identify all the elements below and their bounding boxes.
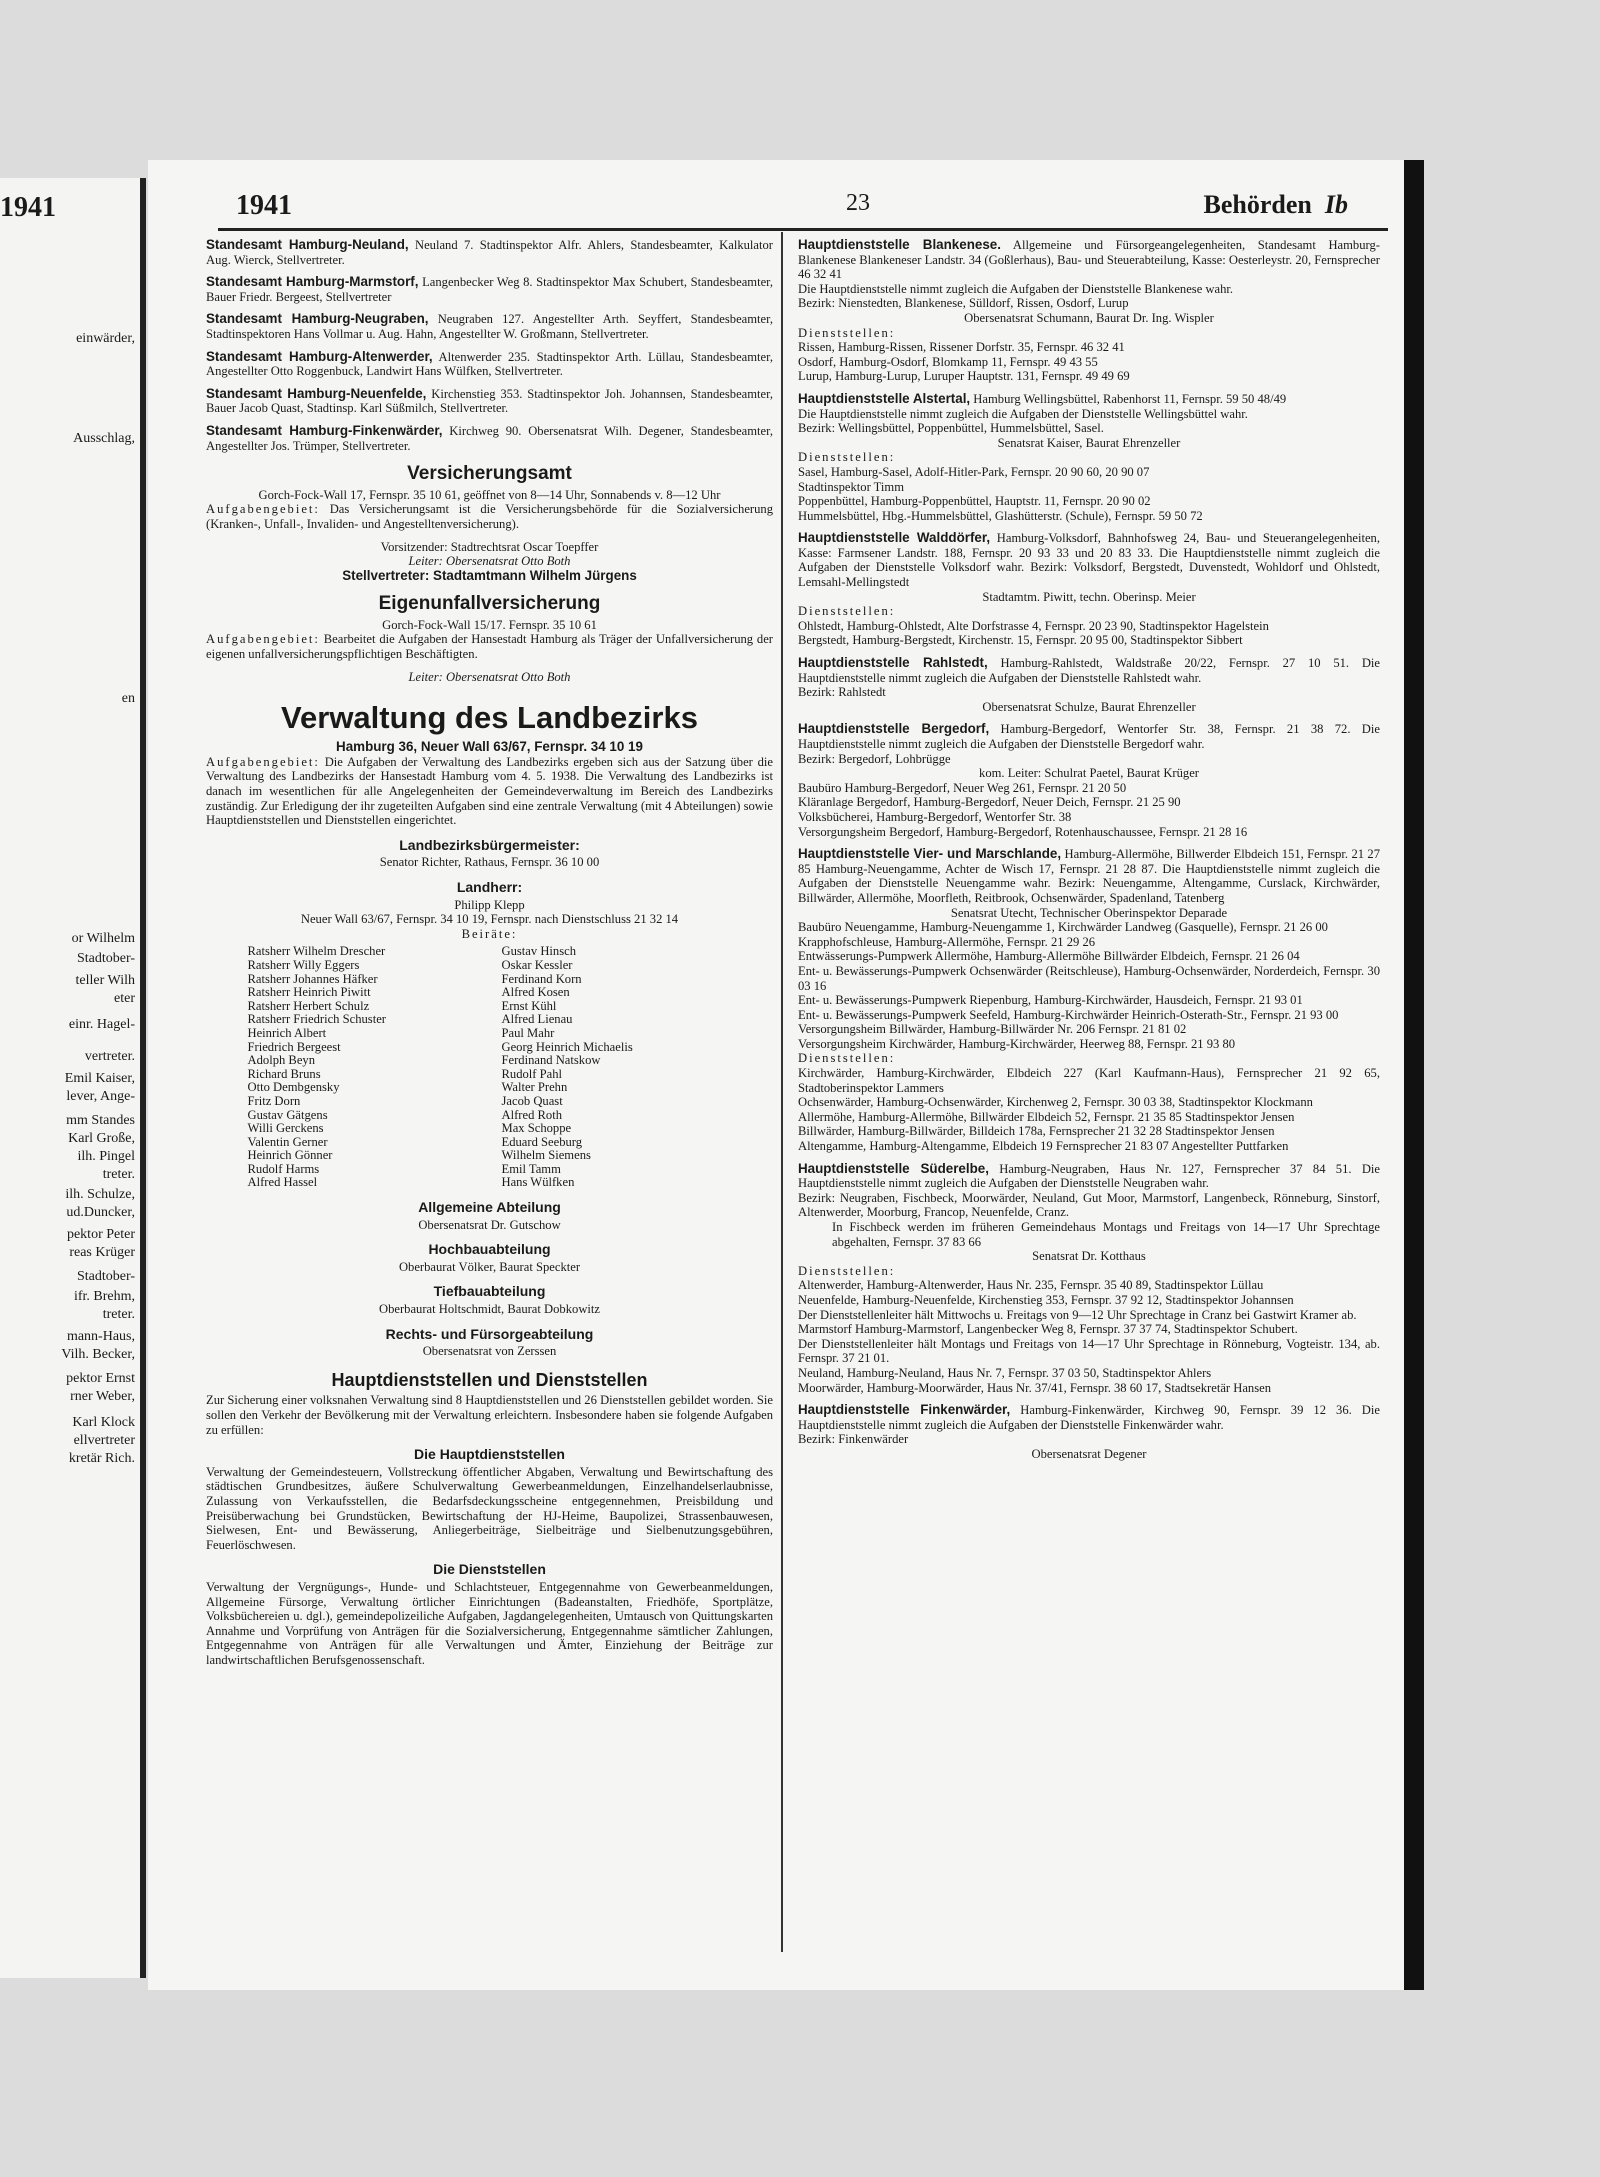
standesamt-text: Langenbecker Weg 8. Stadtinspektor Max Schubert, Standesbeamter, Bauer Friedr. Bergeest, Stellvertreter — [206, 275, 774, 304]
hd-title: Hauptdienststelle Süderelbe, — [798, 1160, 989, 1176]
fragment-line: ellvertreter — [73, 1433, 135, 1448]
hd-text: Hamburg-Bergedorf, Wentorfer Str. 38, Fernspr. 21 38 72. Die Hauptdienststelle nimmt zugleich die Aufgaben der Dienststelle Bergedorf wahr. — [798, 722, 1380, 751]
page-number: 23 — [846, 190, 870, 216]
hd-facility: Baubüro Neuengamme, Hamburg-Neuengamme 1, Kirchwärder Landweg (Gasquelle), Fernspr. 21 26 00 — [798, 920, 1328, 935]
hauptdienststelle-suederelbe — [798, 1162, 1380, 1396]
document-page — [148, 160, 1424, 1990]
beirat-member: Georg Heinrich Michaelis — [501, 1039, 633, 1054]
fragment-line: mm Standes — [66, 1113, 135, 1128]
abteilungen-list — [206, 1200, 773, 1359]
hd-bezirk: Bezirk: Rahlstedt — [798, 685, 886, 700]
abteilung-leiter: Oberbaurat Holtschmidt, Baurat Dobkowitz — [378, 1302, 601, 1317]
standesamt-entry — [206, 312, 773, 341]
fragment-line: pektor Ernst — [66, 1371, 135, 1386]
dienststelle: Stadtinspektor Timm — [798, 479, 905, 494]
hd-text: Allgemeine und Fürsorgeangelegenheiten, Standesamt Hamburg-Blankenese Blankeneser Landstr. 34 (Goßlerhaus), Bau- und Steuerabteilung, Kasse: Oesterleystr. 20, Fernsprecher 46 32 41 — [798, 238, 1380, 282]
beiraete-right — [502, 945, 732, 1190]
beiraete-list — [206, 945, 773, 1190]
previous-page-fragment — [0, 178, 146, 1978]
beiraete-left — [248, 945, 478, 1190]
fragment-line: eter — [114, 991, 135, 1006]
hd-entry-text — [798, 531, 1380, 589]
hd-text: Hamburg-Neugraben, Haus Nr. 127, Fernsprecher 37 84 51. Die Hauptdienststelle nimmt zugleich die Aufgaben der Dienststelle Neugraben wahr. — [798, 1161, 1380, 1191]
beirat-member: Paul Mahr — [501, 1025, 555, 1040]
standesamt-text: Altenwerder 235. Stadtinspektor Arth. Lüllau, Standesbeamter, Angestellter Otto Roggenbuck, Landwirt Hans Wülfken, Stellvertreter. — [206, 349, 773, 379]
abteilung-name: Allgemeine Abteilung — [418, 1199, 561, 1216]
fragment-line: einr. Hagel- — [68, 1017, 135, 1032]
previous-page-year: 1941 — [0, 192, 56, 223]
dienststelle: Ohlstedt, Hamburg-Ohlstedt, Alte Dorfstrasse 4, Fernspr. 20 23 90, Stadtinspektor Hagelstein — [798, 618, 1269, 633]
hd-title: Hauptdienststelle Walddörfer, — [798, 530, 991, 546]
hd-title: Hauptdienststelle Bergedorf, — [798, 721, 990, 737]
dienststelle: Bergstedt, Hamburg-Bergstedt, Kirchenstr. 15, Fernspr. 20 95 00, Stadtinspektor Sibbert — [798, 633, 1243, 648]
fragment-line: ifr. Brehm, — [73, 1289, 135, 1304]
hd-text: Hamburg-Allermöhe, Billwerder Elbdeich 151, Fernspr. 21 27 85 Hamburg-Neuengamme, Achter de Wisch 17, Fernspr. 21 28 87. Die Hauptdienststelle nimmt zugleich die Aufgaben der Dienststelle Neuengamme wahr. Bezirk: Neuengamme, Altengamme, Curslack, Kirchwärder, Billwärder, Allermöhe, Moorfleth, Reitbrook, Ochsenwärder, Spadenland, Tatenberg — [798, 847, 1380, 905]
beirat-member: Gustav Hinsch — [501, 944, 577, 959]
hd-entry-text — [798, 722, 1380, 751]
beirat-member: Willi Gerckens — [247, 1121, 324, 1136]
fragment-line: einwärder, — [76, 331, 135, 346]
hd-leiter: kom. Leiter: Schulrat Paetel, Baurat Krüger — [979, 766, 1199, 781]
standesamt-entry — [206, 350, 773, 379]
hd-title: Hauptdienststelle Alstertal, — [798, 390, 971, 406]
fragment-line: pektor Peter — [66, 1227, 135, 1242]
beirat-member: Hans Wülfken — [501, 1175, 575, 1190]
beirat-member: Richard Bruns — [247, 1066, 321, 1081]
landbezirk-heading: Verwaltung des Landbezirks — [281, 700, 698, 736]
hauptdienststelle-alstertal — [798, 392, 1380, 523]
beirat-member: Alfred Hassel — [247, 1175, 318, 1190]
fragment-line: Ausschlag, — [73, 431, 135, 446]
dienststelle: Neuenfelde, Hamburg-Neuenfelde, Kirchenstieg 353, Fernspr. 37 92 12, Stadtinspektor Johannsen — [798, 1292, 1294, 1307]
landbezirk-address: Hamburg 36, Neuer Wall 63/67, Fernspr. 34 10 19 — [336, 739, 643, 755]
dienststellen-label: Dienststellen: — [798, 325, 896, 340]
landherr-contact: Neuer Wall 63/67, Fernspr. 34 10 19, Fernspr. nach Dienstschluss 21 32 14 — [300, 912, 679, 927]
hd-facility: Krapphofschleuse, Hamburg-Allermöhe, Fernspr. 21 29 26 — [798, 934, 1096, 949]
fragment-line: ud.Duncker, — [66, 1205, 135, 1220]
dienststelle: Marmstorf Hamburg-Marmstorf, Langenbecker Weg 8, Fernspr. 37 37 74, Stadtinspektor Schubert. — [798, 1322, 1298, 1337]
fragment-line: Emil Kaiser, — [64, 1071, 135, 1086]
hd-heading: Hauptdienststellen und Dienststellen — [331, 1369, 648, 1390]
hd-bezirk: Bezirk: Wellingsbüttel, Poppenbüttel, Hummelsbüttel, Sasel. — [798, 421, 1104, 436]
header-year: 1941 — [236, 190, 292, 221]
standesamt-entry — [206, 275, 773, 304]
versicherungsamt-leiter: Leiter: Obersenatsrat Otto Both — [408, 554, 571, 569]
eigenunfall-aufgaben: Aufgabengebiet: Bearbeitet die Aufgaben der Hansestadt Hamburg als Träger der Unfallversicherung der eigenen unfallversicherungspflichtigen Beschäftigten. — [206, 632, 773, 662]
dienststelle: Lurup, Hamburg-Lurup, Luruper Hauptstr. 131, Fernspr. 49 49 69 — [798, 369, 1130, 384]
hd-title: Hauptdienststelle Blankenese. — [798, 237, 1001, 252]
versicherungsamt-stellvertreter: Stellvertreter: Stadtamtmann Wilhelm Jürgens — [342, 567, 637, 583]
fragment-line: or Wilhelm — [71, 931, 135, 946]
column-divider — [781, 232, 783, 1952]
dienststellen-label: Dienststellen: — [798, 450, 896, 465]
versicherungsamt-vorsitzender: Vorsitzender: Stadtrechtsrat Oscar Toepffer — [380, 539, 599, 554]
beirat-member: Friedrich Bergeest — [247, 1039, 341, 1054]
hd-intro: Zur Sicherung einer volksnahen Verwaltung sind 8 Hauptdienststellen und 26 Dienststellen gebildet worden. Sie sollen den Verkehr der Bevölkerung mit der Verwaltung erleichtern. Insbesondere haben sie folgende Aufgaben zu erfüllen: — [206, 1393, 773, 1437]
dienststelle: Billwärder, Hamburg-Billwärder, Billdeich 178a, Fernsprecher 21 32 28 Stadtinspektor Jensen — [798, 1124, 1275, 1139]
beirat-member: Alfred Kosen — [501, 985, 570, 1000]
beirat-member: Heinrich Albert — [247, 1025, 327, 1040]
dienststelle: Der Dienststellenleiter hält Mittwochs u. Freitags von 9—12 Uhr Sprechtage in Cranz bei Gastwirt Kramer ab. — [798, 1307, 1357, 1322]
standesamt-title: Standesamt Hamburg-Neugraben, — [206, 311, 429, 327]
hd-leiter: Obersenatsrat Schumann, Baurat Dr. Ing. Wispler — [964, 310, 1214, 325]
hauptdienststelle-blankenese — [798, 238, 1380, 384]
abteilung-name: Rechts- und Fürsorgeabteilung — [385, 1325, 594, 1342]
hd-text: Hamburg-Volksdorf, Bahnhofsweg 24, Bau- und Steuerangelegenheiten, Kasse: Farmsener Landstr. 188, Fernspr. 20 93 33 und 20 83 33. Die Hauptdienststelle nimmt zugleich die Aufgaben der Dienststelle Volksdorf wahr. Bezirk: Volksdorf, Bergstedt, Duvenstedt, Wohldorf und Ohlstedt, Lemsahl-Mellingstedt — [798, 531, 1380, 590]
standesamt-title: Standesamt Hamburg-Finkenwärder, — [206, 422, 443, 438]
fragment-line: rner Weber, — [70, 1389, 135, 1404]
dienststelle: Kirchwärder, Hamburg-Kirchwärder, Elbdeich 227 (Karl Kaufmann-Haus), Fernsprecher 21 92 65, Stadtoberinspektor Lammers — [798, 1066, 1380, 1095]
hd-text: Hamburg Wellingsbüttel, Rabenhorst 11, Fernspr. 59 50 48/49 — [973, 391, 1287, 406]
fragment-line: kretär Rich. — [68, 1451, 135, 1466]
dienststelle: Moorwärder, Hamburg-Moorwärder, Haus Nr. 37/41, Fernspr. 38 60 17, Stadtsekretär Hansen — [798, 1380, 1272, 1395]
fragment-line: treter. — [102, 1307, 135, 1322]
hd-bezirk: Bezirk: Finkenwärder — [798, 1432, 909, 1447]
hd-bezirk: Bezirk: Bergedorf, Lohbrügge — [798, 751, 951, 766]
hd-entry-text — [798, 238, 1380, 282]
hd-bezirk: Bezirk: Neugraben, Fischbeck, Moorwärder, Neuland, Gut Moor, Marmstorf, Langenbeck, Rönneburg, Sinstorf, Altenwerder, Moorburg, Francop, Neuenfelde, Cranz. — [798, 1190, 1380, 1220]
beirat-member: Gustav Gätgens — [247, 1107, 328, 1122]
standesamt-list — [206, 238, 773, 453]
hauptdienststelle-finkenwaerder — [798, 1403, 1380, 1461]
standesamt-title: Standesamt Hamburg-Neuenfelde, — [206, 385, 427, 401]
hd-title: Hauptdienststelle Vier- und Marschlande, — [798, 846, 1062, 862]
hd-leiter: Obersenatsrat Schulze, Baurat Ehrenzeller — [982, 699, 1196, 714]
beiraete-heading: Beiräte: — [461, 926, 518, 941]
fragment-line: en — [121, 691, 135, 706]
standesamt-title: Standesamt Hamburg-Altenwerder, — [206, 348, 433, 364]
hd-text-hauptdienststellen: Verwaltung der Gemeindesteuern, Vollstreckung öffentlicher Abgaben, Verwaltung und Bewirtschaftung des städtischen Grundbesitzes, äußere Schulverwaltung Gewerbeanmeldungen, Einzelhandelserlaubnisse, Zulassung von Verkaufsstellen, die Bedarfsdeckungsscheine entgegennehmen, Preisbildung und Preisüberwachung bei Grundstücken, Bewirtschaftung der HJ-Heime, Baupolizei, Strassenbauwesen, Sielwesen, Ent- und Bewässerung, Anliegerbeiträge, Sielbeiträge und Sielbenutzungsgebühren, Feuerlöschwesen. — [206, 1464, 773, 1552]
hd-sub-hauptdienststellen: Die Hauptdienststellen — [414, 1446, 565, 1463]
hd-leiter: Senatsrat Utecht, Technischer Oberinspektor Deparade — [950, 905, 1228, 920]
hd-leiter: Stadtamtm. Piwitt, techn. Oberinsp. Meier — [982, 589, 1196, 604]
hd-note: In Fischbeck werden im früheren Gemeindehaus Montags und Freitags von 14—17 Uhr Sprechtage abgehalten, Fernspr. 37 83 66 — [832, 1220, 1380, 1249]
beirat-member: Ratsherr Heinrich Piwitt — [247, 985, 371, 1000]
left-column — [206, 238, 773, 1676]
hauptdienststelle-vierlande — [798, 847, 1380, 1153]
hd-leiter: Obersenatsrat Degener — [1031, 1446, 1147, 1461]
standesamt-entry — [206, 387, 773, 416]
buergermeister: Senator Richter, Rathaus, Fernspr. 36 10 00 — [379, 855, 600, 870]
hd-facility: Ent- u. Bewässerungs-Pumpwerk Riepenburg, Hamburg-Kirchwärder, Hausdeich, Fernspr. 21 93 01 — [798, 993, 1303, 1008]
standesamt-text: Kirchenstieg 353. Stadtinspektor Joh. Johannsen, Standesbeamter, Bauer Jacob Quast, Stadtinsp. Karl Süßmilch, Stellvertreter. — [206, 386, 773, 416]
beirat-member: Ferdinand Korn — [501, 971, 582, 986]
abteilung-leiter: Obersenatsrat Dr. Gutschow — [418, 1217, 561, 1232]
beirat-member: Fritz Dorn — [247, 1093, 301, 1108]
hd-facility: Entwässerungs-Pumpwerk Allermöhe, Hamburg-Allermöhe Billwärder Elbdeich, Fernspr. 21 26 04 — [798, 949, 1300, 964]
landbezirk-aufgaben: Aufgabengebiet: Die Aufgaben der Verwaltung des Landbezirks ergeben sich aus der Satzung über die Verwaltung des Landbezirks der Hansestadt Hamburg vom 4. 5. 1938. Die Verwaltung des Landbezirks ist danach im wesentlichen für alle Angelegenheiten der Gemeindeverwaltung im Bereich des Landbezirks zuständig. Zur Erledigung der ihr zugeteilten Aufgaben sind eine zentrale Verwaltung (mit 4 Abteilungen) sowie Hauptdienststellen und Dienststellen eingerichtet. — [206, 754, 773, 828]
hd-entry-text — [798, 656, 1380, 685]
fragment-line: ilh. Pingel — [77, 1149, 135, 1164]
beirat-member: Jacob Quast — [501, 1093, 563, 1108]
beirat-member: Alfred Roth — [501, 1107, 563, 1122]
fragment-line: Vilh. Becker, — [61, 1347, 135, 1362]
beirat-member: Otto Dembgensky — [247, 1080, 340, 1095]
hd-leiter: Senatsrat Kaiser, Baurat Ehrenzeller — [997, 435, 1181, 450]
standesamt-title: Standesamt Hamburg-Neuland, — [206, 237, 409, 252]
beirat-member: Emil Tamm — [501, 1161, 561, 1176]
eigenunfall-address: Gorch-Fock-Wall 15/17. Fernspr. 35 10 61 — [382, 617, 597, 632]
abteilung-name: Hochbauabteilung — [428, 1241, 551, 1258]
hd-facility: Versorgungsheim Bergedorf, Hamburg-Bergedorf, Rotenhauschaussee, Fernspr. 21 28 16 — [798, 824, 1248, 839]
versicherungsamt-heading: Versicherungsamt — [407, 463, 572, 485]
dienststelle: Ochsenwärder, Hamburg-Ochsenwärder, Kirchenweg 2, Fernspr. 30 03 38, Stadtinspektor Klockmann — [798, 1095, 1313, 1110]
dienststellen-label: Dienststellen: — [798, 1051, 896, 1066]
abteilung-leiter: Oberbaurat Völker, Baurat Speckter — [398, 1259, 581, 1274]
beirat-member: Oskar Kessler — [501, 957, 573, 972]
hd-facility: Ent- u. Bewässerungs-Pumpwerk Ochsenwärder (Reitschleuse), Hamburg-Ochsenwärder, Norderdeich, Fernspr. 30 03 16 — [798, 963, 1380, 993]
hauptdienststelle-rahlstedt — [798, 656, 1380, 714]
hd-title: Hauptdienststelle Rahlstedt, — [798, 655, 988, 671]
hd-entry-text — [798, 847, 1380, 905]
beirat-member: Valentin Gerner — [247, 1134, 328, 1149]
beirat-member: Ratsherr Johannes Häfker — [247, 971, 378, 986]
fragment-line: treter. — [102, 1167, 135, 1182]
hd-facility: Versorgungsheim Kirchwärder, Hamburg-Kirchwärder, Heerweg 88, Fernspr. 21 93 80 — [798, 1036, 1236, 1051]
beirat-member: Rudolf Pahl — [501, 1066, 563, 1081]
dienststelle: Osdorf, Hamburg-Osdorf, Blomkamp 11, Fernspr. 49 43 55 — [798, 354, 1098, 369]
dienststelle: Der Dienststellenleiter hält Montags und Freitags von 14—17 Uhr Sprechtage in Rönneburg, Vogteistr. 134, ab. Fernspr. 37 21 01. — [798, 1336, 1380, 1366]
hd-facility: Ent- u. Bewässerungs-Pumpwerk Seefeld, Hamburg-Kirchwärder Heinrich-Osterath-Str., Fernspr. 21 93 00 — [798, 1007, 1339, 1022]
hauptdienststelle-bergedorf — [798, 722, 1380, 839]
hd-note: Die Hauptdienststelle nimmt zugleich die Aufgaben der Dienststelle Blankenese wahr. — [798, 281, 1234, 296]
standesamt-text: Kirchweg 90. Obersenatsrat Wilh. Degener, Standesbeamter, Angestellter Jos. Trümper, Stellvertreter. — [206, 423, 773, 453]
dienststelle: Altengamme, Hamburg-Altengamme, Elbdeich 19 Fernsprecher 21 83 07 Angestellter Puttfarken — [798, 1139, 1289, 1154]
beirat-member: Ratsherr Friedrich Schuster — [247, 1012, 386, 1027]
page-header — [218, 188, 1388, 231]
fragment-line: reas Krüger — [69, 1245, 135, 1260]
beirat-member: Ratsherr Willy Eggers — [247, 957, 360, 972]
beirat-member: Max Schoppe — [501, 1121, 572, 1136]
fragment-line: Stadtober- — [76, 951, 135, 966]
hd-entry-text — [798, 1403, 1380, 1432]
hd-facility: Volksbücherei, Hamburg-Bergedorf, Wentorfer Str. 38 — [798, 809, 1072, 824]
hd-text: Hamburg-Rahlstedt, Waldstraße 20/22, Fernspr. 27 10 51. Die Hauptdienststelle nimmt zugleich die Aufgaben der Dienststelle Rahlstedt wahr. — [798, 656, 1381, 685]
hd-facility: Baubüro Hamburg-Bergedorf, Neuer Weg 261, Fernspr. 21 20 50 — [798, 780, 1127, 795]
versicherungsamt-address: Gorch-Fock-Wall 17, Fernspr. 35 10 61, geöffnet von 8—14 Uhr, Sonnabends v. 8—12 Uhr — [258, 487, 721, 502]
hauptdienststelle-walddoerfer — [798, 531, 1380, 648]
buergermeister-heading: Landbezirksbürgermeister: — [399, 836, 580, 853]
dienststelle: Poppenbüttel, Hamburg-Poppenbüttel, Hauptstr. 11, Fernspr. 20 90 02 — [798, 494, 1151, 509]
beirat-member: Adolph Beyn — [247, 1053, 316, 1068]
beirat-member: Heinrich Gönner — [247, 1148, 333, 1163]
hd-entry-text — [798, 392, 1380, 407]
dienststelle: Rissen, Hamburg-Rissen, Rissener Dorfstr. 35, Fernspr. 46 32 41 — [798, 340, 1125, 355]
fragment-line: ilh. Schulze, — [65, 1187, 135, 1202]
dienststelle: Altenwerder, Hamburg-Altenwerder, Haus Nr. 235, Fernspr. 35 40 89, Stadtinspektor Lüllau — [798, 1278, 1264, 1293]
beirat-member: Ratsherr Herbert Schulz — [247, 998, 370, 1013]
eigenunfall-leiter: Leiter: Obersenatsrat Otto Both — [408, 669, 571, 684]
beirat-member: Walter Prehn — [501, 1080, 568, 1095]
beirat-member: Alfred Lienau — [501, 1012, 573, 1027]
standesamt-text: Neugraben 127. Angestellter Arth. Seyffert, Standesbeamter, Stadtinspektoren Hans Vollmar u. Aug. Hahn, Angestellter W. Großmann, Stellvertreter. — [206, 312, 773, 341]
dienststelle: Hummelsbüttel, Hbg.-Hummelsbüttel, Glashütterstr. (Schule), Fernspr. 59 50 72 — [798, 508, 1203, 523]
hd-note: Die Hauptdienststelle nimmt zugleich die Aufgaben der Dienststelle Wellingsbüttel wahr. — [798, 406, 1248, 421]
hd-facility: Kläranlage Bergedorf, Hamburg-Bergedorf, Neuer Deich, Fernspr. 21 25 90 — [798, 795, 1181, 810]
standesamt-text: Neuland 7. Stadtinspektor Alfr. Ahlers, Standesbeamter, Kalkulator Aug. Wierck, Stellvertreter. — [206, 238, 773, 267]
beirat-member: Ratsherr Wilhelm Drescher — [247, 944, 386, 959]
hd-leiter: Senatsrat Dr. Kotthaus — [1032, 1249, 1146, 1264]
hd-text-dienststellen: Verwaltung der Vergnügungs-, Hunde- und Schlachtsteuer, Entgegennahme von Gewerbeanmeldungen, Allgemeine Fürsorge, Verwaltung örtlicher Einrichtungen (Badeanstalten, Friedhöfe, Sportplätze, Volksbüchereien u. dgl.), gemeindepolizeiliche Aufgaben, Jagdangelegenheiten, Umtausch von Quittungskarten Annahme und Vorprüfung von Anträgen für die Sozialversicherung, Entgegennahme sämtlicher Zahlungen, Entgegennahme von Anträgen für alle Verwaltungen und Ämter, Einziehung der Beiträge zur landwirtschaftlichen Berufsgenossenschaft. — [206, 1579, 773, 1667]
fragment-line: teller Wilh — [75, 973, 135, 988]
dienststellen-label: Dienststellen: — [798, 604, 896, 619]
standesamt-entry — [206, 238, 773, 267]
dienststellen-label: Dienststellen: — [798, 1263, 896, 1278]
beirat-member: Wilhelm Siemens — [501, 1148, 591, 1163]
beirat-member: Ferdinand Natskow — [501, 1053, 601, 1068]
landherr-name: Philipp Klepp — [454, 897, 525, 912]
hd-entry-text — [798, 1162, 1380, 1191]
dienststelle: Sasel, Hamburg-Sasel, Adolf-Hitler-Park, Fernspr. 20 90 60, 20 90 07 — [798, 464, 1150, 479]
hd-facility: Versorgungsheim Billwärder, Hamburg-Billwärder Nr. 206 Fernspr. 21 81 02 — [798, 1022, 1187, 1037]
beirat-member: Eduard Seeburg — [501, 1134, 583, 1149]
beirat-member: Ernst Kühl — [501, 998, 557, 1013]
header-section: Behörden Ib — [1203, 190, 1348, 219]
landherr-heading: Landherr: — [456, 879, 523, 895]
fragment-line: lever, Ange- — [66, 1089, 135, 1104]
dienststelle: Allermöhe, Hamburg-Allermöhe, Billwärder Elbdeich 52, Fernspr. 21 35 85 Stadtinspektor Jensen — [798, 1109, 1295, 1124]
dienststelle: Neuland, Hamburg-Neuland, Haus Nr. 7, Fernspr. 37 03 50, Stadtinspektor Ahlers — [798, 1365, 1212, 1380]
hd-sub-dienststellen: Die Dienststellen — [433, 1561, 546, 1578]
beirat-member: Rudolf Harms — [247, 1161, 320, 1176]
fragment-line: vertreter. — [84, 1049, 135, 1064]
fragment-line: Stadtober- — [76, 1269, 135, 1284]
fragment-line: Karl Klock — [72, 1415, 135, 1430]
right-column — [798, 238, 1380, 1470]
hd-text: Hamburg-Finkenwärder, Kirchweg 90, Fernspr. 39 12 36. Die Hauptdienststelle nimmt zugleich die Aufgaben der Dienststelle Finkenwärder wahr. — [798, 1403, 1380, 1432]
fragment-line: Karl Große, — [68, 1131, 135, 1146]
hd-title: Hauptdienststelle Finkenwärder, — [798, 1402, 1011, 1418]
eigenunfall-heading: Eigenunfallversicherung — [378, 593, 601, 615]
abteilung-leiter: Obersenatsrat von Zerssen — [422, 1344, 557, 1359]
fragment-line: mann-Haus, — [66, 1329, 135, 1344]
versicherungsamt-aufgaben: Aufgabengebiet: Das Versicherungsamt ist die Versicherungsbehörde für die Sozialversicherung (Kranken-, Unfall-, Invaliden- und Angestelltenversicherung). — [206, 502, 773, 531]
standesamt-title: Standesamt Hamburg-Marmstorf, — [206, 274, 419, 290]
hd-bezirk: Bezirk: Nienstedten, Blankenese, Sülldorf, Rissen, Osdorf, Lurup — [798, 296, 1129, 311]
abteilung-name: Tiefbauabteilung — [433, 1283, 546, 1300]
standesamt-entry — [206, 424, 773, 453]
